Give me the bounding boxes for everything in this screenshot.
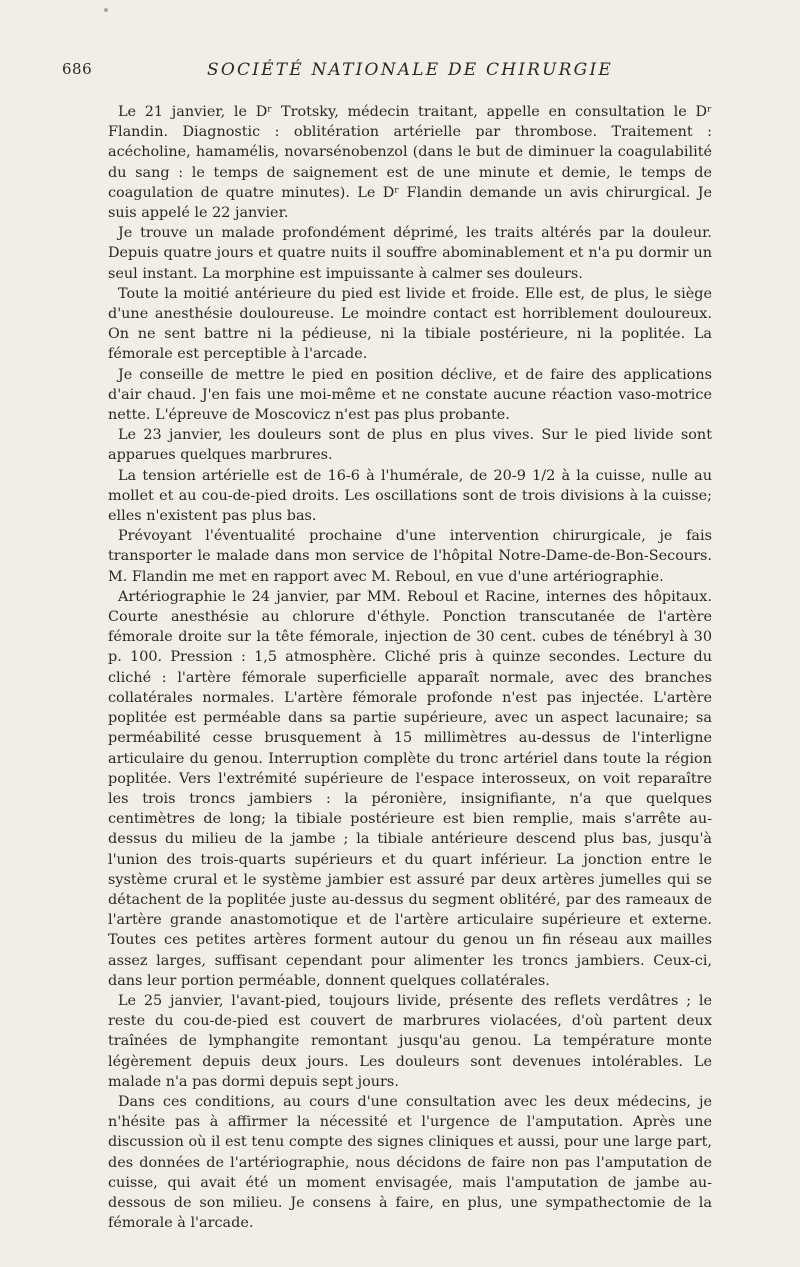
paragraph: Toute la moitié antérieure du pied est livide et froide. Elle est, de plus, le siège d'une anesthésie douloureuse. Le moindre contact est horriblement douloureux. On ne sent battre ni la pédieuse, ni la tibiale postérieure, ni la poplitée. La fémorale est perceptible à l'arcade. [108, 285, 712, 363]
paragraph: Le 25 janvier, l'avant-pied, toujours livide, présente des reflets verdâtres ; le reste du cou-de-pied est couvert de marbrures violacées, d'où partent deux traînées de lymphangite remontant jusqu'au genou. La température monte légèrement depuis deux jours. Les douleurs sont devenues intolérables. Le malade n'a pas dormi depuis sept jours. [108, 992, 712, 1090]
paragraph: Dans ces conditions, au cours d'une consultation avec les deux médecins, je n'hésite pas à affirmer la nécessité et l'urgence de l'amputation. Après une discussion où il est tenu compte des signes cliniques et aussi, pour une large part, des données de l'artériographie, nous décidons de faire non pas l'amputation de cuisse, qui avait été un moment envisagée, mais l'amputation de jambe au-dessous de son milieu. Je consens à faire, en plus, une sympathectomie de la fémorale à l'arcade. [108, 1093, 712, 1232]
page-number: 686 [62, 60, 93, 78]
page-header [62, 60, 712, 86]
paragraph: Le 21 janvier, le Dʳ Trotsky, médecin traitant, appelle en consultation le Dʳ Flandin. Diagnostic : oblitération artérielle par thrombose. Traitement : acécholine, hamamélis, novarsénobenzol (dans le but de diminuer la coagulabilité du sang : le temps de saignement est de une minute et demie, le temps de coagulation de quatre minutes). Le Dʳ Flandin demande un avis chirurgical. Je suis appelé le 22 janvier. [108, 104, 712, 222]
running-head: SOCIÉTÉ NATIONALE DE CHIRURGIE [207, 60, 613, 80]
paragraph: Je trouve un malade profondément déprimé, les traits altérés par la douleur. Depuis quatre jours et quatre nuits il souffre abominablement et n'a pu dormir un seul instant. La morphine est impuissante à calmer ses douleurs. [108, 225, 712, 282]
paragraph: Le 23 janvier, les douleurs sont de plus en plus vives. Sur le pied livide sont apparues quelques marbrures. [108, 427, 712, 464]
paragraph: Artériographie le 24 janvier, par MM. Reboul et Racine, internes des hôpitaux. Courte anesthésie au chlorure d'éthyle. Ponction transcutanée de l'artère fémorale droite sur la tête fémorale, injection de 30 cent. cubes de ténébryl à 30 p. 100. Pression : 1,5 atmosphère. Cliché pris à quinze secondes. Lecture du cliché : l'artère fémorale superficielle apparaît normale, avec des branches collatérales normales. L'artère fémorale profonde n'est pas injectée. L'artère poplitée est perméable dans sa partie supérieure, avec un aspect lacunaire; sa perméabilité cesse brusquement à 15 millimètres au-dessus de l'interligne articulaire du genou. Interruption complète du tronc artériel dans toute la région poplitée. Vers l'extrémité supérieure de l'espace interosseux, on voit reparaître les trois troncs jambiers : la péronière, insignifiante, n'a que quelques centimètres de long; la tibiale postérieure est bien remplie, mais s'arrête au-dessus du milieu de la jambe ; la tibiale antérieure descend plus bas, jusqu'à l'union des trois-quarts supérieurs et du quart inférieur. La jonction entre le système crural et le système jambier est assuré par deux artères jumelles qui se détachent de la poplitée juste au-dessus du segment oblitéré, par des rameaux de l'artère grande anastomotique et de l'artère articulaire supérieure et externe. Toutes ces petites artères forment autour du genou un fin réseau aux mailles assez larges, suffisant cependant pour alimenter les troncs jambiers. Ceux-ci, dans leur portion perméable, donnent quelques collatérales. [108, 588, 712, 989]
book-page [62, 60, 712, 1233]
body-text [108, 102, 712, 1233]
paragraph: Je conseille de mettre le pied en position déclive, et de faire des applications d'air chaud. J'en fais une moi-même et ne constate aucune réaction vaso-motrice nette. L'épreuve de Moscovicz n'est pas plus probante. [108, 366, 712, 424]
paragraph: Prévoyant l'éventualité prochaine d'une intervention chirurgicale, je fais transporter le malade dans mon service de l'hôpital Notre-Dame-de-Bon-Secours. M. Flandin me met en rapport avec M. Reboul, en vue d'une artériographie. [108, 528, 712, 585]
paragraph: La tension artérielle est de 16-6 à l'humérale, de 20-9 1/2 à la cuisse, nulle au mollet et au cou-de-pied droits. Les oscillations sont de trois divisions à la cuisse; elles n'existent pas plus bas. [108, 467, 712, 525]
paper-speck [104, 8, 108, 12]
